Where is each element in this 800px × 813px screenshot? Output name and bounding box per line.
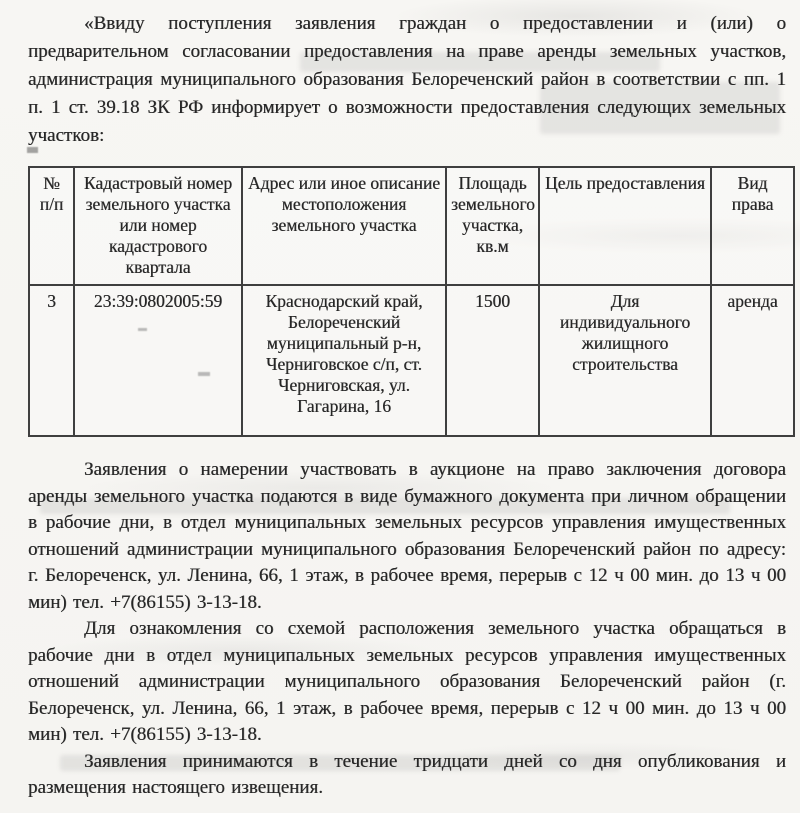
deadline-paragraph: Заявления принимаются в течение тридцати дней со дня опубликования и размещения настоящего извещения. (28, 750, 786, 798)
auction-application-paragraph: Заявления о намерении участвовать в аукционе на право заключения договора аренды земельного участка подаются в виде бумажного документа при личном обращении в рабочие дни, в отдел муниципальных земельных ресурсов управления имущественных отношений администрации муниципального образования Белореченский район по адресу: г. Белореченск, ул. Ленина, 66, 1 этаж, в рабочее время, перерыв с 12 ч 00 мин. до 13 ч 00 мин) тел. +7(86155) 3-13-18. (28, 459, 786, 613)
col-header-right-type: Вид права (711, 167, 794, 285)
col-header-cadastral-number: Кадастровый номер земельного участка или номер кадастрового квартала (74, 167, 242, 285)
col-header-area: Площадь земельного участка, кв.м (446, 167, 539, 285)
cell-number: 3 (29, 285, 74, 436)
col-header-purpose: Цель предоставления (539, 167, 711, 285)
layout-scheme-paragraph: Для ознакомления со схемой расположения земельного участка обращаться в рабочие дни в отдел муниципальных земельных ресурсов управления имущественных отношений администрации муниципального образования Белореченский район (г. Белореченск, ул. Ленина, 66, 1 этаж, в рабочее время, перерыв с 12 ч 00 мин. до 13 ч 00 мин) тел. +7(86155) 3-13-18. (28, 618, 786, 745)
cell-area: 1500 (446, 285, 539, 436)
col-header-address: Адрес или иное описание местоположения земельного участка (242, 167, 446, 285)
table-row (29, 285, 794, 436)
cell-address: Краснодарский край, Белореченский муниципальный р-н, Черниговское с/п, ст. Черниговская, ул. Гагарина, 16 (242, 285, 446, 436)
col-header-number: № п/п (29, 167, 74, 285)
cell-right-type: аренда (711, 285, 794, 436)
table-header-row (29, 167, 794, 285)
cell-cadastral-number: 23:39:0802005:59 (74, 285, 242, 436)
cell-purpose: Для индивидуального жилищного строительства (539, 285, 711, 436)
land-plots-table (28, 166, 795, 437)
intro-paragraph: «Ввиду поступления заявления граждан о предоставлении и (или) о предварительном согласовании предоставления на праве аренды земельных участков, администрация муниципального образования Белореченский район в соответствии с пп. 1 п. 1 ст. 39.18 ЗК РФ информирует о возможности предоставления следующих земельных участков: (28, 13, 786, 146)
